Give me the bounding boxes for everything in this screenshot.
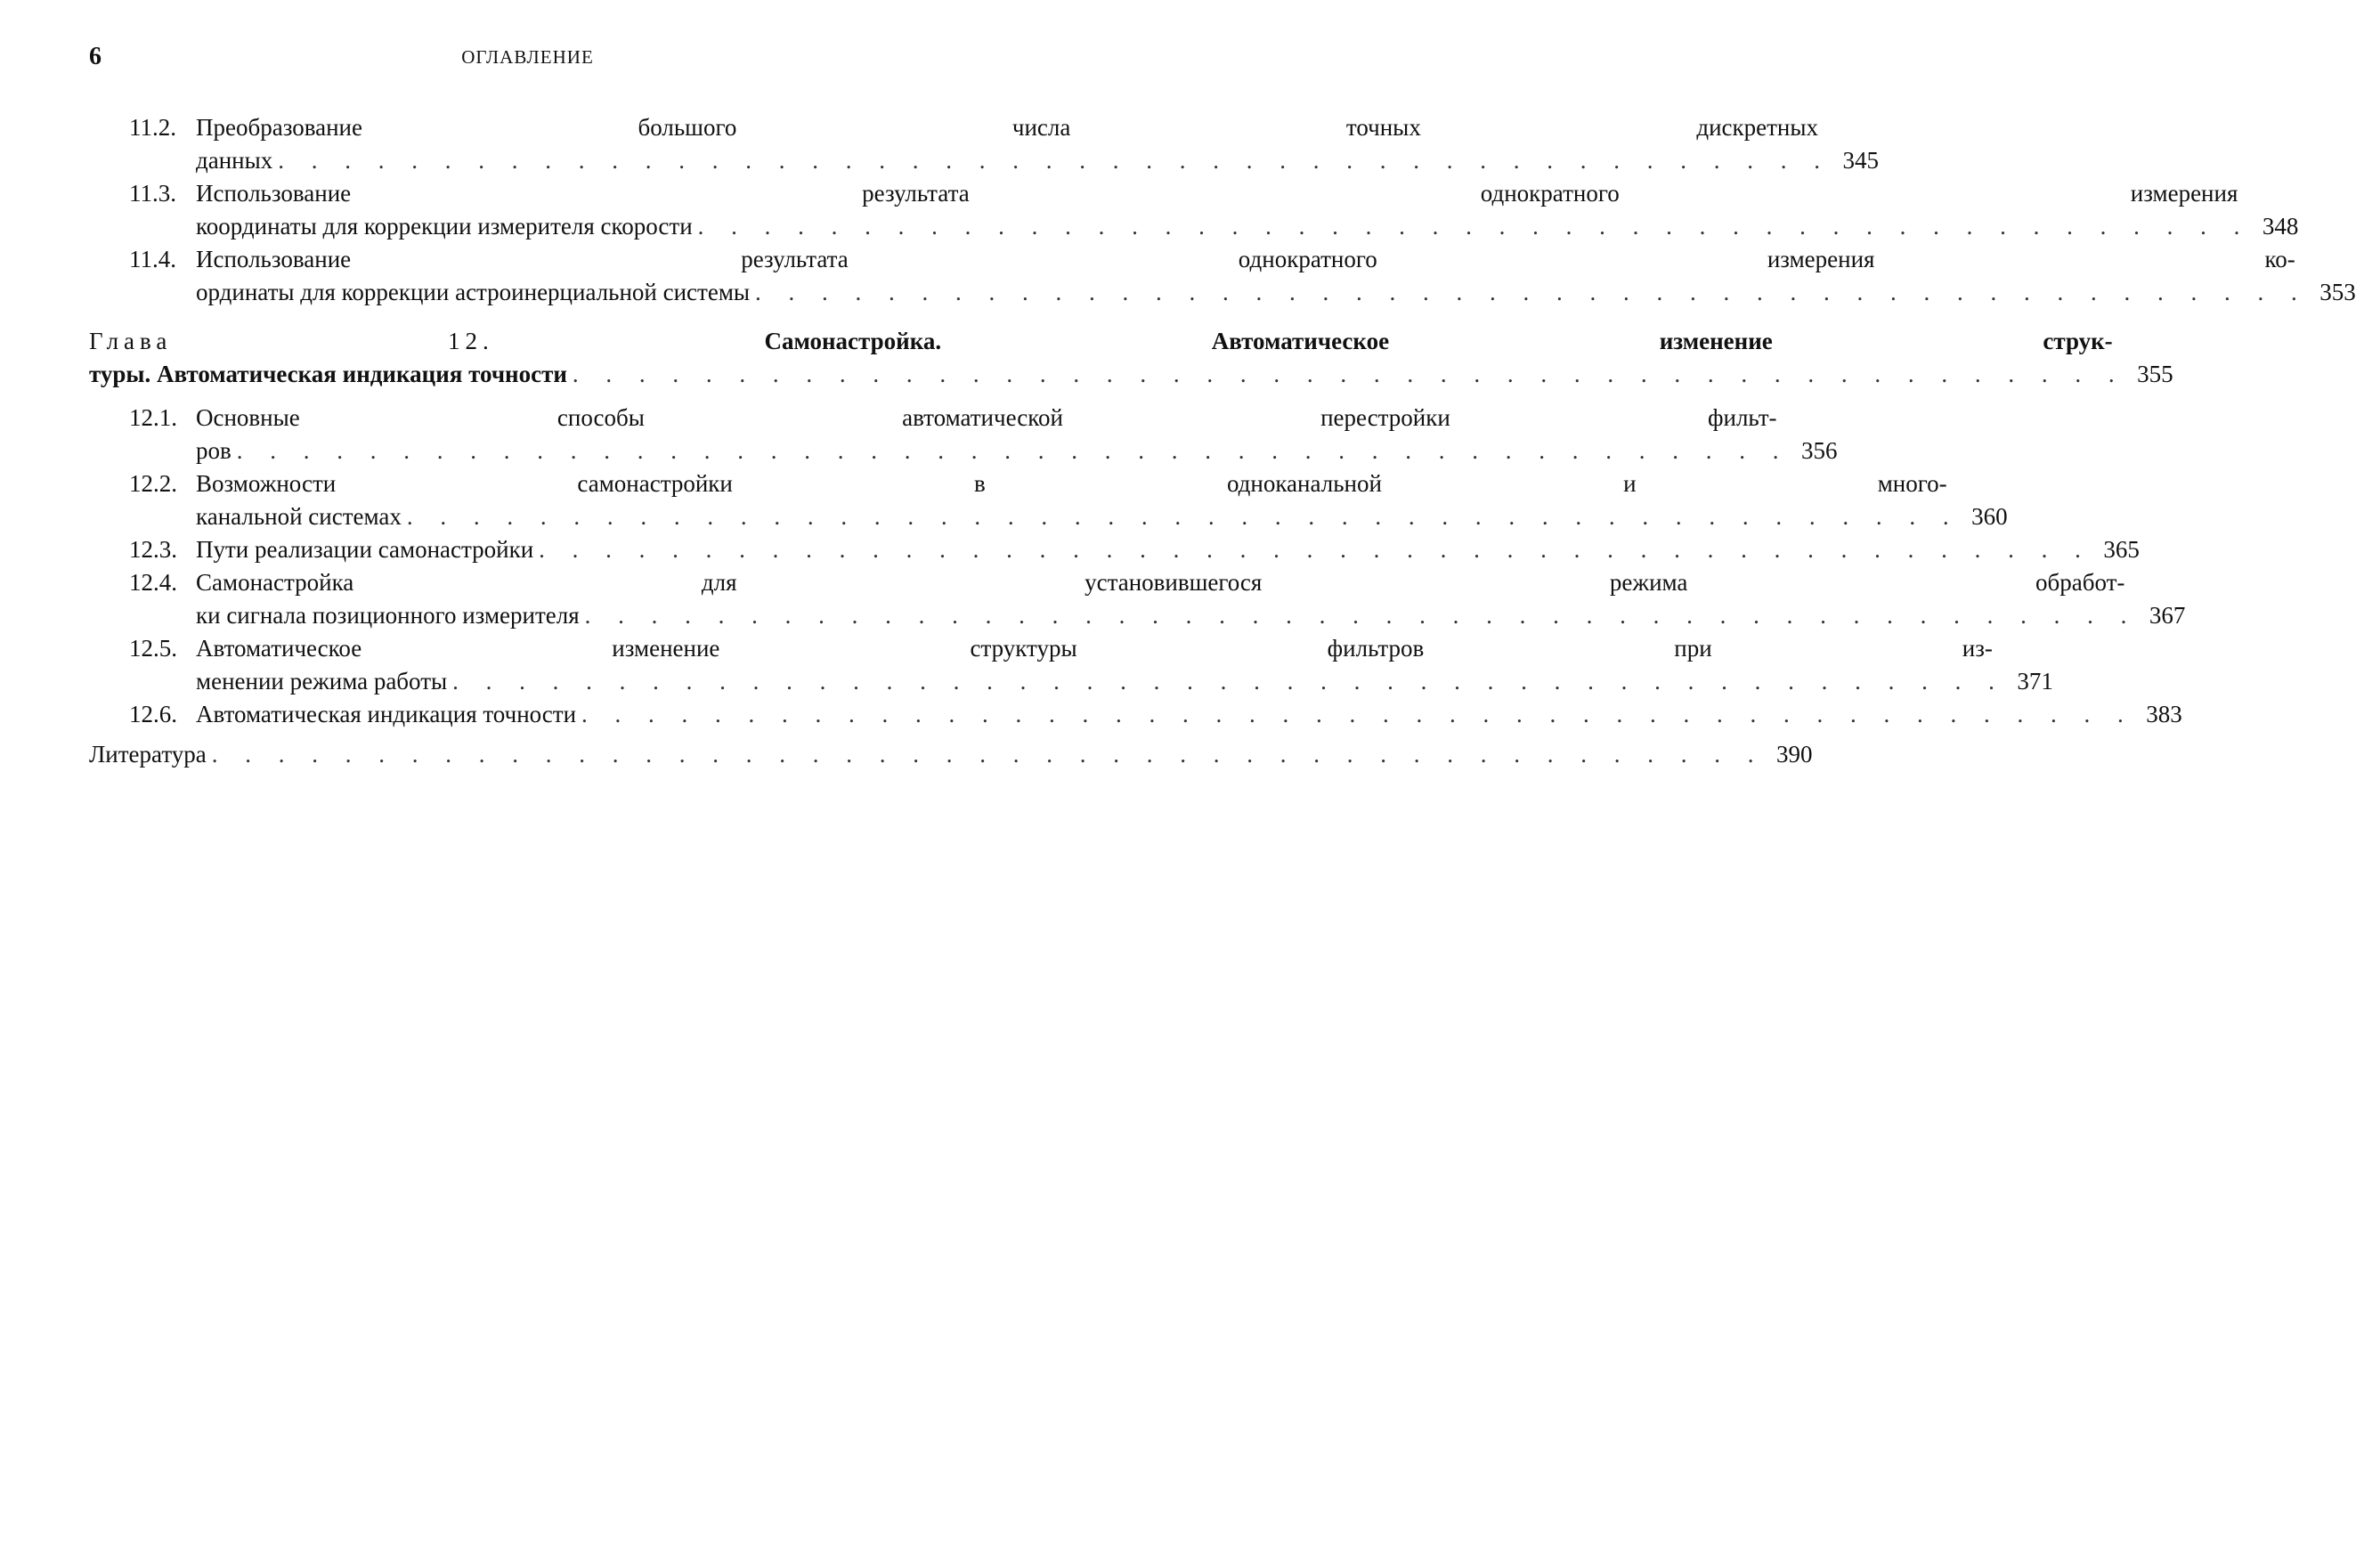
entry-title-line1: Основные способы автоматической перестройки фильт- <box>196 404 1777 431</box>
leader-dots <box>407 500 1960 533</box>
leader-dots <box>539 533 2092 566</box>
entry-title-line1: Самонастройка для установившегося режима обработ- <box>196 569 2125 596</box>
toc-entry-11-2 <box>129 111 1880 177</box>
page-ref: 371 <box>2017 668 2053 695</box>
section-number: 11.4. <box>129 246 176 272</box>
chapter-title-line1: Самонастройка. Автоматическое изменение струк- <box>764 328 2113 354</box>
entry-title-line2: ров <box>196 437 232 464</box>
page-ref: 383 <box>2146 701 2182 727</box>
entry-title-line1: Преобразование большого числа точных дискретных <box>196 114 1819 141</box>
entry-title-line1: Автоматическое изменение структуры фильтров при из- <box>196 635 1993 662</box>
leader-dots <box>278 144 1831 177</box>
section-number: 12.4. <box>129 569 177 596</box>
entry-title-line1: Использование результата однократного измерения <box>196 180 2238 207</box>
toc-entry-12-6 <box>129 698 2182 731</box>
toc-entry-12-4 <box>129 566 2186 632</box>
page-number: 6 <box>89 43 102 70</box>
leader-dots <box>755 276 2308 309</box>
entry-title-line2: менении режима работы <box>196 668 448 695</box>
section-number: 12.6. <box>129 701 177 727</box>
page-header <box>89 43 966 78</box>
page-ref: 345 <box>1842 147 1880 174</box>
toc-entry-12-5 <box>129 632 2053 698</box>
leader-dots <box>585 599 2138 632</box>
leader-dots <box>573 358 2125 391</box>
section-number: 11.3. <box>129 180 176 207</box>
section-number: 12.2. <box>129 470 177 497</box>
chapter-label: Глава 12. <box>89 328 494 354</box>
section-number: 12.5. <box>129 635 177 662</box>
leader-dots <box>698 210 2251 243</box>
toc-entry-12-2 <box>129 467 2008 533</box>
page-ref: 365 <box>2103 536 2140 563</box>
entry-title-line2: ки сигнала позиционного измерителя <box>196 602 580 629</box>
toc-entry-11-4 <box>129 243 2356 309</box>
leader-dots <box>452 665 2005 698</box>
running-title: ОГЛАВЛЕНИЕ <box>461 46 594 68</box>
section-number: 11.2. <box>129 114 176 141</box>
entry-title: Пути реализации самонастройки <box>196 536 534 563</box>
page-ref: 356 <box>1801 437 1838 464</box>
toc-literature <box>89 738 1813 771</box>
page-ref: 367 <box>2149 602 2186 629</box>
leader-dots <box>581 698 2134 731</box>
page-ref: 355 <box>2137 361 2173 387</box>
toc-entry-12-1 <box>129 402 1838 467</box>
toc-entry-11-3 <box>129 177 2299 243</box>
entry-title-line2: данных <box>196 147 273 174</box>
table-of-contents <box>89 111 2356 771</box>
leader-dots <box>212 738 1765 771</box>
entry-title: Автоматическая индикация точности <box>196 701 577 727</box>
page-ref: 390 <box>1776 741 1813 768</box>
entry-title-line1: Возможности самонастройки в одноканальной и много- <box>196 470 1947 497</box>
entry-title-line2: координаты для коррекции измерителя скорости <box>196 213 693 240</box>
chapter-title-line2: туры. Автоматическая индикация точности <box>89 361 567 387</box>
entry-title-line1: Использование результата однократного измерения ко- <box>196 246 2295 272</box>
section-number: 12.1. <box>129 404 177 431</box>
leader-dots <box>237 435 1790 467</box>
page-ref: 360 <box>1971 503 2008 530</box>
literature-title: Литература <box>89 741 207 768</box>
page-ref: 348 <box>2262 213 2299 240</box>
toc-entry-12-3 <box>129 533 2140 566</box>
section-number: 12.3. <box>129 536 177 563</box>
entry-title-line2: ординаты для коррекции астроинерциальной системы <box>196 279 751 305</box>
entry-title-line2: канальной системах <box>196 503 402 530</box>
page-ref: 353 <box>2319 279 2356 305</box>
toc-chapter-12 <box>89 325 2173 391</box>
